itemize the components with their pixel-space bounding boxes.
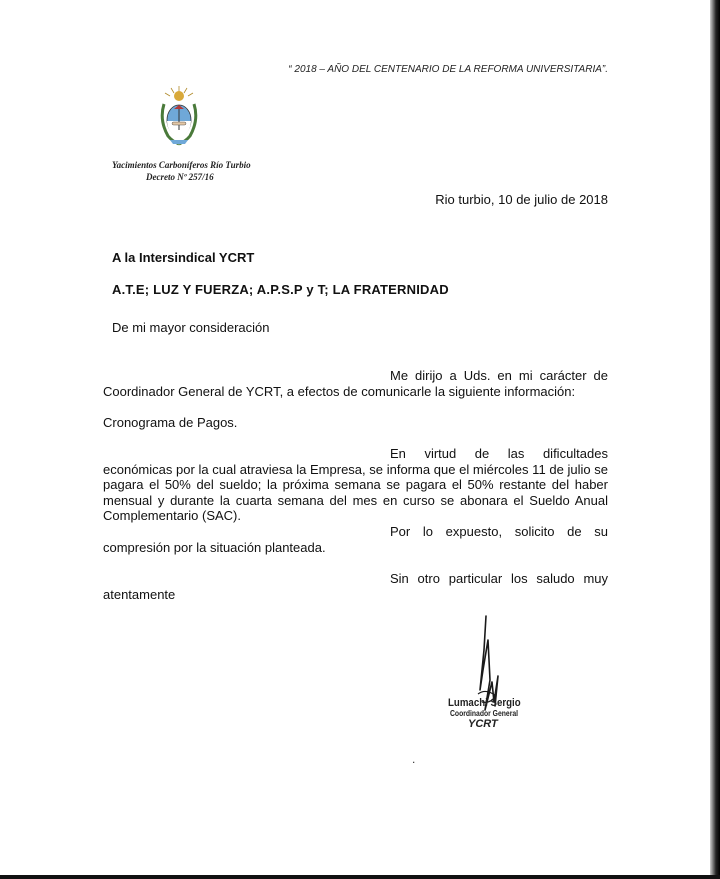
- union-list: A.T.E; LUZ Y FUERZA; A.P.S.P y T; LA FRATERNIDAD: [112, 282, 449, 297]
- paragraph-introduction: Me dirijo a Uds. en mi carácter de Coordinador General de YCRT, a efectos de comunicarle la siguiente información:: [103, 368, 608, 399]
- signatory-name: Lumachi Sergio: [448, 697, 521, 709]
- paragraph-closing: Sin otro particular los saludo muy atentamente: [103, 571, 608, 602]
- paragraph-request: Por lo expuesto, solicito de su compresión por la situación planteada.: [103, 524, 608, 555]
- letter-addressee: A la Intersindical YCRT: [112, 250, 255, 265]
- stray-mark: .: [412, 752, 416, 766]
- paragraph-payment-schedule: En virtud de las dificultades económicas por la cual atraviesa la Empresa, se informa que el miércoles 11 de julio se pagara el 50% del sueldo; la próxima semana se pagara el 50% restante del haber mensual y durante la cuarta semana del mes en curso se abonara el Sueldo Anual Complementario (SAC).: [103, 446, 608, 523]
- signatory-organization: YCRT: [468, 718, 498, 730]
- letter-date: Rio turbio, 10 de julio de 2018: [435, 192, 608, 207]
- signatory-title: Coordinador General: [450, 709, 519, 718]
- organization-name: Yacimientos Carboníferos Río Turbio: [112, 160, 251, 170]
- decree-number: Decreto Nº 257/16: [146, 172, 214, 182]
- letter-greeting: De mi mayor consideración: [112, 320, 270, 335]
- argentina-coat-of-arms-icon: [156, 84, 202, 148]
- header-motto: “ 2018 – AÑO DEL CENTENARIO DE LA REFORMA UNIVERSITARIA”.: [288, 64, 608, 75]
- page-edge-shadow: [710, 0, 720, 879]
- section-title: Cronograma de Pagos.: [103, 415, 238, 430]
- page-bottom-edge: [0, 875, 720, 879]
